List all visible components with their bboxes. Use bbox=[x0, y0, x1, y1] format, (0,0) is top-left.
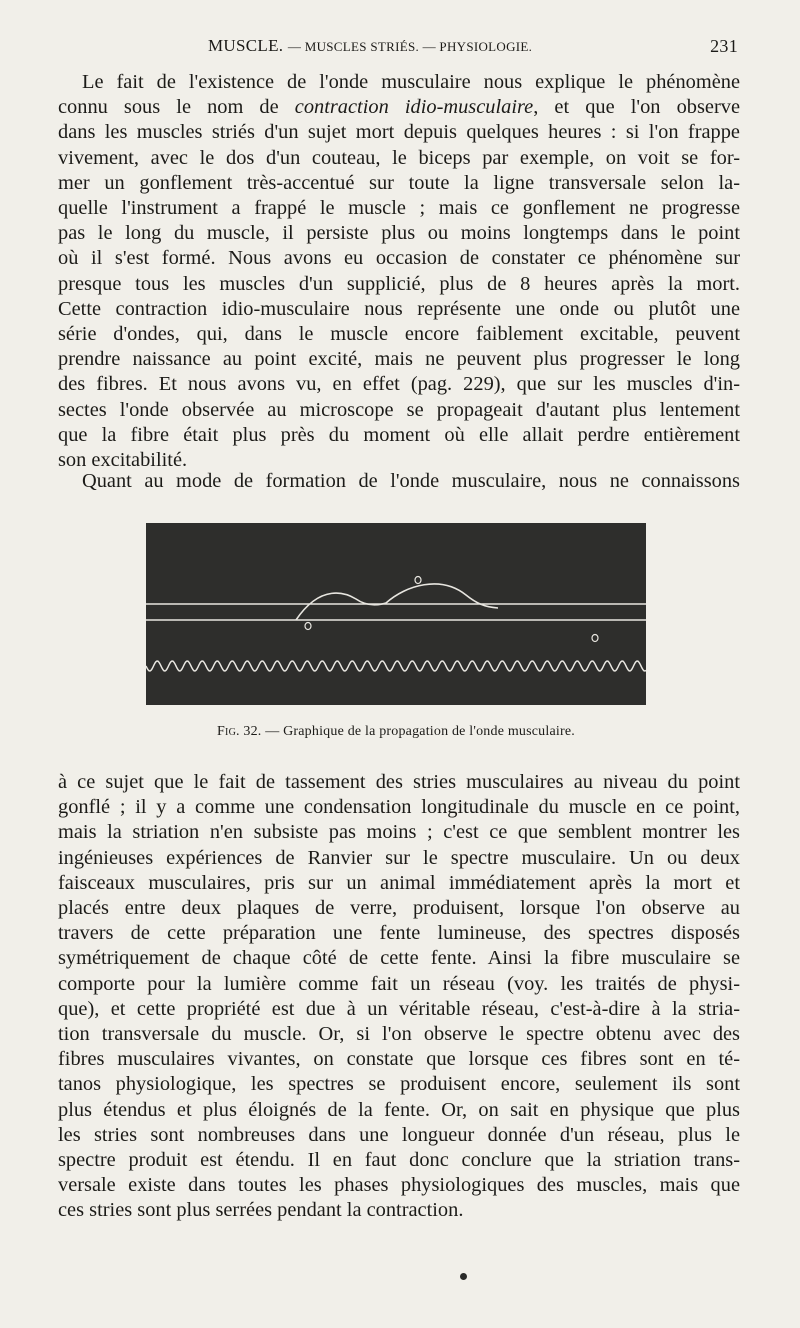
stray-dot bbox=[460, 1273, 467, 1280]
text-line: quelle l'instrument a frappé le muscle ; mais ce gonflement ne progresse bbox=[58, 197, 740, 220]
text-line: sectes l'onde observée au microscope se propageait d'autant plus lentement bbox=[58, 398, 740, 421]
text-line: presque tous les muscles d'un supplicié, plus de 8 heures après la mort. bbox=[58, 272, 740, 295]
text-line: fibres musculaires vivantes, on constate que lorsque ces fibres sont en té- bbox=[58, 1048, 740, 1071]
text-line: dans les muscles striés d'un sujet mort depuis quelques heures : si l'on frappe bbox=[58, 121, 740, 144]
text-line: où il s'est formé. Nous avons eu occasion de constater ce phénomène sur bbox=[58, 247, 740, 270]
text-line: comporte pour la lumière comme fait un réseau (voy. les traités de physi- bbox=[58, 972, 740, 995]
text-line: vivement, avec le dos d'un couteau, le biceps par exemple, on voit se for- bbox=[58, 146, 740, 169]
running-title bbox=[208, 36, 532, 56]
text-line-part: , et que l'on observe bbox=[533, 96, 740, 119]
text-line: son excitabilité. bbox=[58, 449, 188, 472]
text-line: tanos physiologique, les spectres se produisent encore, seulement ils sont bbox=[58, 1073, 740, 1096]
running-header bbox=[58, 36, 738, 62]
text-line: spectre produit est étendu. Il en faut donc conclure que la striation trans- bbox=[58, 1149, 740, 1172]
text-line: mais la striation n'en subsiste pas moins ; c'est ce que semblent montrer les bbox=[58, 821, 740, 844]
text-line: Quant au mode de formation de l'onde musculaire, nous ne connaissons bbox=[82, 470, 740, 492]
figure-label: Fig. 32. bbox=[217, 724, 262, 739]
text-line: à ce sujet que le fait de tassement des stries musculaires au niveau du point bbox=[58, 771, 740, 793]
text-line: versale existe dans toutes les phases physiologiques des muscles, mais que bbox=[58, 1174, 740, 1197]
page-number: 231 bbox=[710, 36, 738, 56]
paragraph-2-continued bbox=[58, 770, 740, 1224]
text-line: ingénieuses expériences de Ranvier sur le spectre musculaire. Un ou deux bbox=[58, 846, 740, 869]
paragraph-2-start bbox=[58, 469, 740, 494]
figure-caption-text: — Graphique de la propagation de l'onde musculaire. bbox=[261, 724, 575, 739]
text-line: série d'ondes, qui, dans le muscle encore faiblement excitable, peuvent bbox=[58, 323, 740, 346]
text-line: que), et cette propriété est due à un véritable réseau, c'est-à-dire à la stria- bbox=[58, 997, 740, 1020]
text-line: travers de cette préparation une fente lumineuse, des spectres disposés bbox=[58, 922, 740, 945]
text-line: les stries sont nombreuses dans une longueur donnée d'un réseau, plus le bbox=[58, 1123, 740, 1146]
running-title-sub: — MUSCLES STRIÉS. — PHYSIOLOGIE. bbox=[287, 39, 533, 54]
text-line: que la fibre était plus près du moment où elle allait perdre entièrement bbox=[58, 423, 740, 446]
graph-background bbox=[146, 523, 646, 705]
text-line: Le fait de l'existence de l'onde musculaire nous explique le phénomène bbox=[82, 71, 740, 93]
text-line: placés entre deux plaques de verre, produisent, lorsque l'on observe au bbox=[58, 897, 740, 920]
running-title-main: MUSCLE. bbox=[208, 36, 284, 55]
figure-caption bbox=[146, 724, 646, 740]
text-line: plus étendus et plus éloignés de la fente. Or, on sait en physique que plus bbox=[58, 1098, 740, 1121]
paragraph-1 bbox=[58, 70, 740, 473]
figure-32-graph bbox=[146, 523, 646, 705]
text-line: pas le long du muscle, il persiste plus ou moins longtemps dans le point bbox=[58, 222, 740, 245]
text-line bbox=[58, 95, 740, 120]
italic-term: contraction idio-musculaire bbox=[294, 96, 534, 119]
text-line-part: connu sous le nom de bbox=[58, 96, 295, 119]
text-line: tion transversale du muscle. Or, si l'on observe le spectre obtenu avec des bbox=[58, 1023, 740, 1046]
text-line: ces stries sont plus serrées pendant la contraction. bbox=[58, 1199, 464, 1222]
text-line: gonflé ; il y a comme une condensation longitudinale du muscle en ce point, bbox=[58, 796, 740, 819]
text-line: Cette contraction idio-musculaire nous représente une onde ou plutôt une bbox=[58, 297, 740, 320]
text-line: symétriquement de chaque côté de cette fente. Ainsi la fibre musculaire se bbox=[58, 947, 740, 970]
text-line: des fibres. Et nous avons vu, en effet (pag. 229), que sur les muscles d'in- bbox=[58, 373, 740, 396]
text-line: prendre naissance au point excité, mais ne peuvent plus progresser le long bbox=[58, 348, 740, 371]
text-line: mer un gonflement très-accentué sur toute la ligne transversale selon la- bbox=[58, 171, 740, 194]
text-line: faisceaux musculaires, pris sur un animal immédiatement après la mort et bbox=[58, 871, 740, 894]
wave-graph-svg bbox=[146, 523, 646, 705]
